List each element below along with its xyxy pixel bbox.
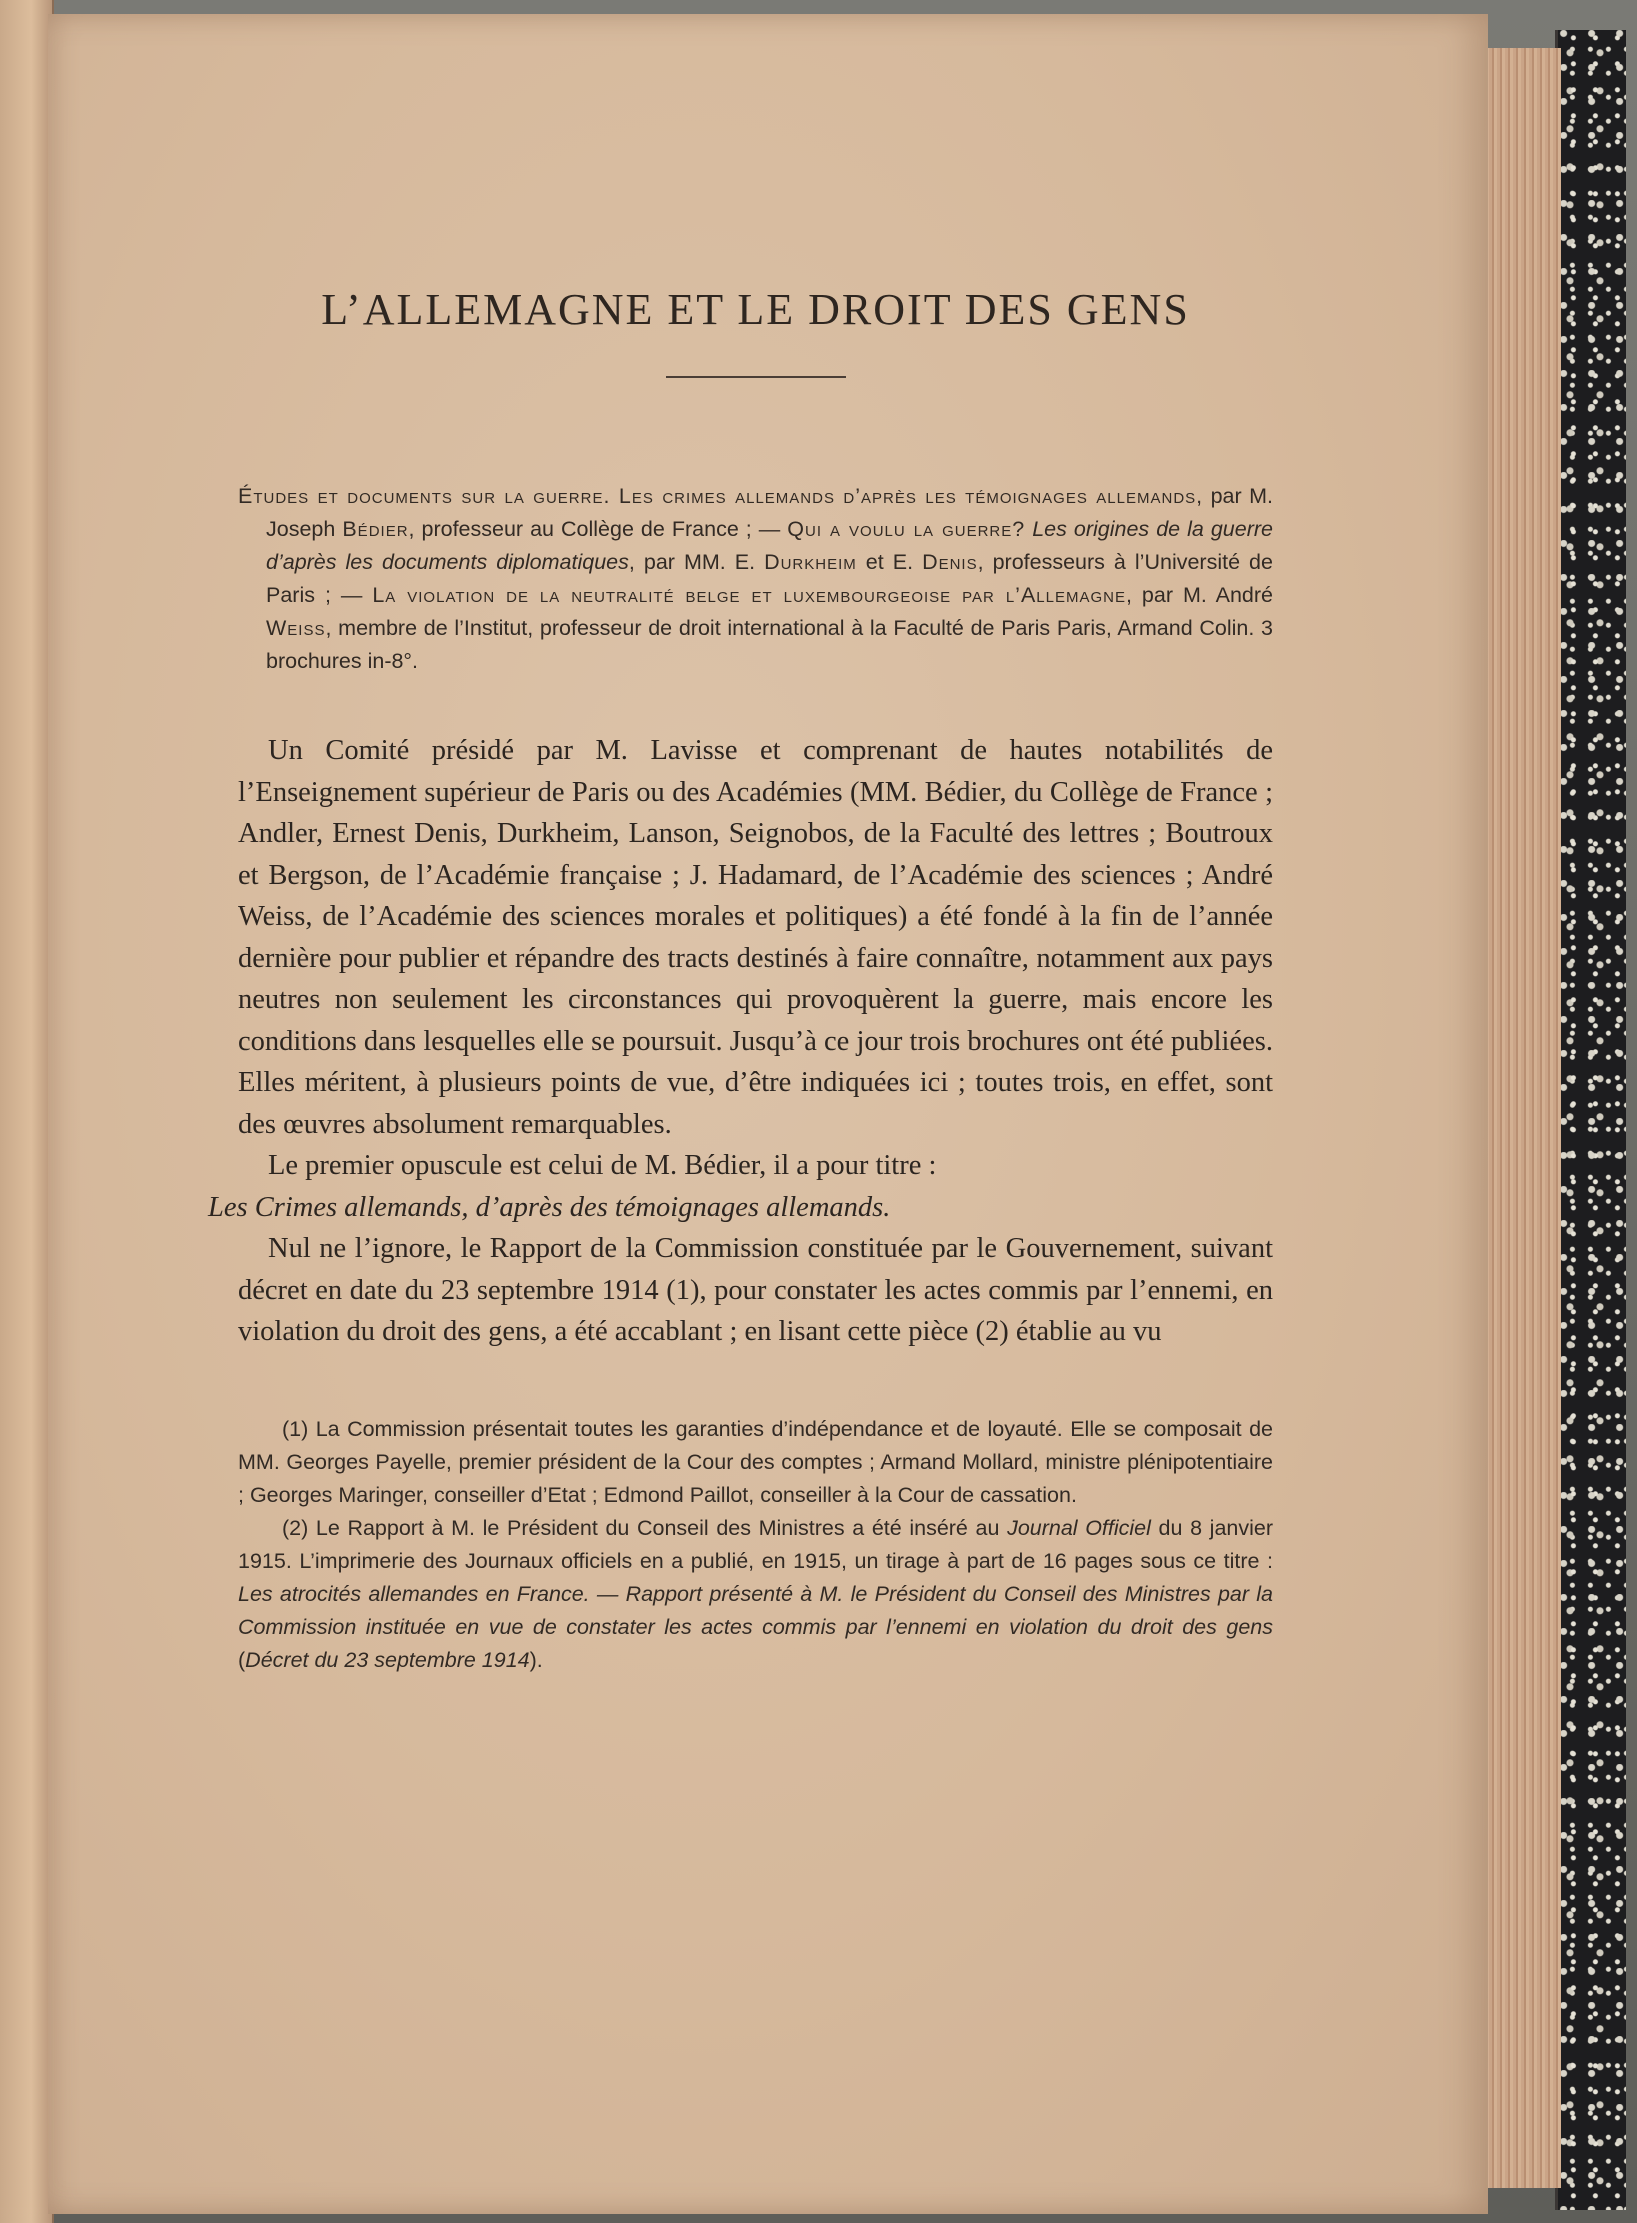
- biblio-author: Weiss: [266, 616, 326, 640]
- body-paragraph: Nul ne l’ignore, le Rapport de la Commission constituée par le Gouvernement, suivant décret en date du 23 septembre 1914 (1), pour constater les actes commis par l’ennemi, en violation du droit des gens, a été accablant ; en lisant cette pièce (2) établie au vu: [238, 1233, 1273, 1347]
- biblio-text: par M. Joseph: [266, 484, 1274, 541]
- biblio-text: , par M. André: [1125, 583, 1273, 607]
- body-text: [208, 730, 1273, 1353]
- title-rule: [666, 376, 846, 378]
- bibliographic-reference: [238, 480, 1273, 678]
- body-text-span: Le premier opuscule est celui de M. Bédier, il a pour titre :: [268, 1150, 937, 1181]
- footnote-report-title: Les atrocités allemandes en France. — Rapport présenté à M. le Président du Conseil des Ministres par la Commission instituée en vue de constater les actes commis par l’ennemi en violation du droit des gens: [238, 1581, 1273, 1639]
- footnote-text: (2) Le Rapport à M. le Président du Conseil des Ministres a été inséré au: [282, 1515, 1008, 1540]
- footnote-decree: Décret du 23 septembre 1914: [245, 1647, 530, 1672]
- biblio-author: Bédier: [342, 517, 409, 541]
- footnote-journal-title: Journal Officiel: [1007, 1515, 1151, 1540]
- left-page-edge: [0, 0, 54, 2223]
- biblio-author: Durkheim: [764, 550, 857, 574]
- biblio-text: , membre de l’Institut, professeur de droit international à la Faculté de Paris Paris, Armand Colin. 3 brochures in-8°.: [266, 616, 1273, 673]
- marbled-book-cover: [1555, 30, 1626, 2210]
- footnote-2: [238, 1512, 1273, 1677]
- body-paragraph: [208, 1145, 1273, 1228]
- biblio-text: , professeur au Collège de France ; —: [408, 517, 788, 541]
- biblio-text: , par MM. E.: [628, 550, 765, 574]
- biblio-text: et E.: [856, 550, 923, 574]
- page-title: L’ALLEMAGNE ET LE DROIT DES GENS: [321, 285, 1190, 334]
- page-block-edge: [1480, 48, 1561, 2188]
- biblio-subtitle: Les origines de la guerre d’après les documents diplomatiques: [266, 517, 1274, 574]
- footnote-text: ).: [529, 1647, 543, 1672]
- brochure-title: Les Crimes allemands, d’après des témoignages allemands.: [208, 1191, 891, 1223]
- biblio-author: Denis: [922, 550, 978, 574]
- page-content: [208, 284, 1274, 1677]
- body-paragraph: Un Comité présidé par M. Lavisse et comprenant de hautes notabilités de l’Enseignement supérieur de Paris ou des Académies (MM. Bédier, du Collège de France ; Andler, Ernest Denis, Durkheim, Lanson, Seignobos, de la Faculté des lettres ; Boutroux et Bergson, de l’Académie française ; J. Hadamard, de l’Académie des sciences ; André Weiss, de l’Académie des sciences morales et politiques) a été fondé à la fin de l’année dernière pour publier et répandre des tracts destinés à faire connaître, notamment aux pays neutres non seulement les circonstances qui provoquèrent la guerre, mais encore les conditions dans lesquelles elle se poursuit. Jusqu’à ce jour trois brochures ont été publiées. Elles méritent, à plusieurs points de vue, d’être indiquées ici ; toutes trois, en effet, sont des œuvres absolument remarquables.: [238, 735, 1273, 1140]
- footnotes: [238, 1413, 1273, 1677]
- footnote-text: du 8 janvier 1915. L’imprimerie des Journaux officiels en a publié, en 1915, un tirage à part de 16 pages sous ce titre :: [238, 1515, 1274, 1573]
- footnote-1: (1) La Commission présentait toutes les garanties d’indépendance et de loyauté. Elle se composait de MM. Georges Payelle, premier président de la Cour des comptes ; Armand Mollard, ministre plénipotentiaire ; Georges Maringer, conseiller d’Etat ; Edmond Paillot, conseiller à la Cour de cassation.: [238, 1416, 1273, 1507]
- biblio-text: , professeurs à l’Université de Paris ; —: [266, 550, 1273, 607]
- biblio-work-title: La violation de la neutralité belge et luxembourgeoise par l’Allemagne: [372, 583, 1126, 607]
- biblio-work-title: Qui a voulu la guerre?: [787, 517, 1026, 541]
- biblio-series-title: Études et documents sur la guerre. Les crimes allemands d’après les témoignages allemands,: [238, 484, 1204, 508]
- book-page: [48, 14, 1488, 2214]
- footnote-text: (: [238, 1647, 246, 1672]
